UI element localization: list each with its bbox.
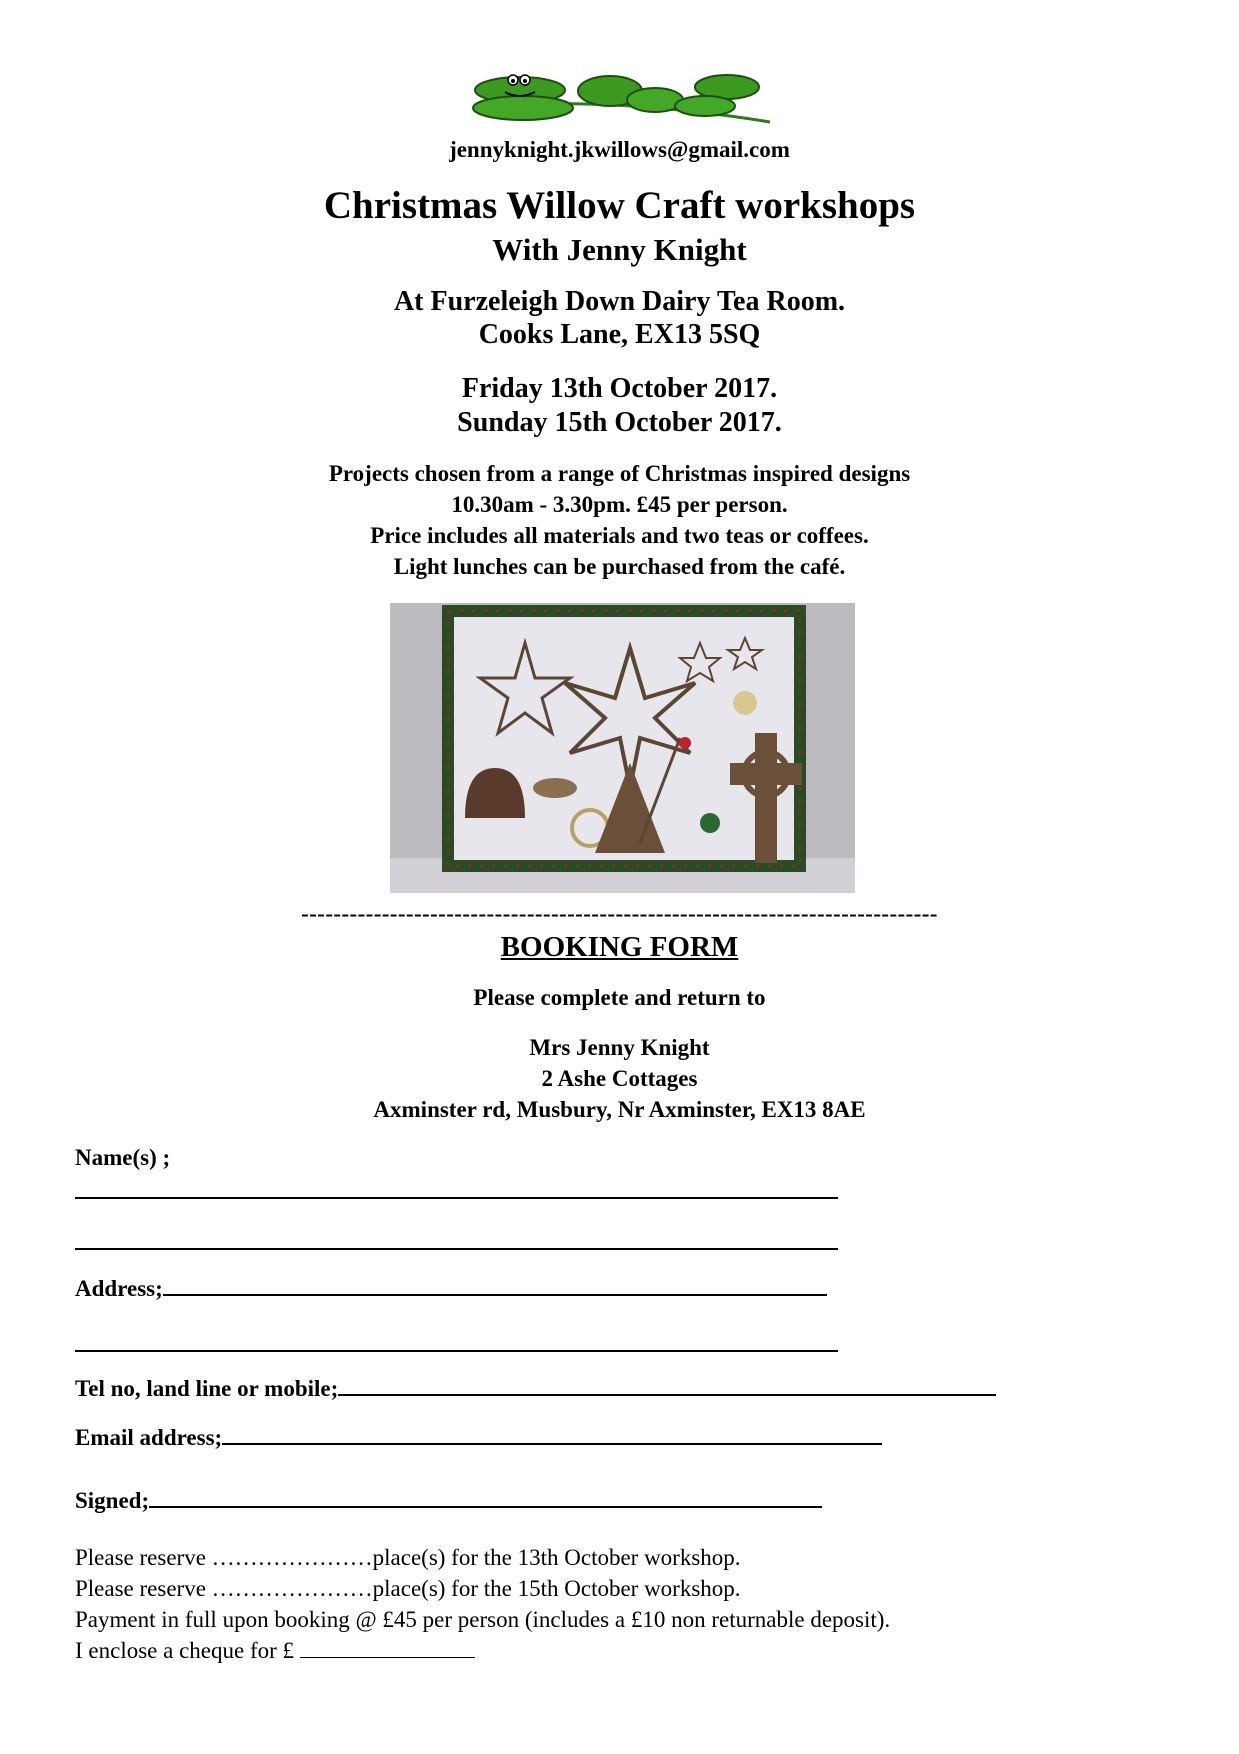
email-label: Email address;	[75, 1425, 223, 1450]
address-line-2[interactable]	[75, 1350, 838, 1352]
details-line-4: Light lunches can be purchased from the café.	[393, 554, 846, 579]
workshop-date-1: Friday 13th October 2017.	[461, 373, 778, 404]
signed-row	[75, 1488, 822, 1514]
return-address-line-1: 2 Ashe Cottages	[541, 1066, 698, 1091]
email-line[interactable]	[222, 1442, 882, 1445]
booking-form-heading	[0, 931, 1239, 964]
names-line-2[interactable]	[75, 1248, 838, 1250]
telephone-line[interactable]	[338, 1393, 996, 1396]
address-line-1[interactable]	[163, 1293, 827, 1296]
names-label: Name(s) ;	[75, 1145, 171, 1170]
booking-instruction: Please complete and return to	[473, 985, 766, 1010]
telephone-label: Tel no, land line or mobile;	[75, 1376, 339, 1401]
willow-leaves-logo	[465, 70, 785, 130]
address-label: Address;	[75, 1276, 163, 1301]
payment-line: Payment in full upon booking @ £45 per person (includes a £10 non returnable deposit).	[75, 1607, 891, 1632]
page-title: Christmas Willow Craft workshops	[323, 184, 916, 227]
details-line-1: Projects chosen from a range of Christmas inspired designs	[328, 461, 911, 486]
signature-line[interactable]	[149, 1505, 822, 1508]
telephone-row	[75, 1376, 996, 1402]
email-row	[75, 1425, 882, 1451]
reserve-15th-line: Please reserve …………………place(s) for the 15th October workshop.	[75, 1576, 741, 1601]
cheque-row	[75, 1635, 475, 1666]
return-address-line-2: Axminster rd, Musbury, Nr Axminster, EX13 8AE	[373, 1097, 866, 1122]
cheque-amount-line[interactable]	[300, 1656, 475, 1658]
reserve-13th-line: Please reserve …………………place(s) for the 13th October workshop.	[75, 1545, 741, 1570]
cheque-label: I enclose a cheque for £	[75, 1638, 295, 1663]
return-address-name: Mrs Jenny Knight	[529, 1035, 710, 1060]
page-subtitle: With Jenny Knight	[492, 232, 747, 267]
venue-line-1: At Furzeleigh Down Dairy Tea Room.	[393, 286, 846, 317]
contact-email: jennyknight.jkwillows@gmail.com	[449, 137, 790, 162]
christmas-willow-decorations-photo	[390, 603, 855, 893]
details-line-2: 10.30am - 3.30pm. £45 per person.	[451, 492, 788, 517]
venue-line-2: Cooks Lane, EX13 5SQ	[478, 319, 761, 350]
names-line-1[interactable]	[75, 1197, 838, 1199]
signed-label: Signed;	[75, 1488, 150, 1513]
section-divider: -------------------------------------------------------------------------------	[301, 901, 938, 926]
booking-form-heading-text: BOOKING FORM	[500, 931, 739, 963]
workshop-date-2: Sunday 15th October 2017.	[457, 407, 782, 438]
address-row	[75, 1276, 827, 1302]
details-line-3: Price includes all materials and two teas or coffees.	[370, 523, 869, 548]
